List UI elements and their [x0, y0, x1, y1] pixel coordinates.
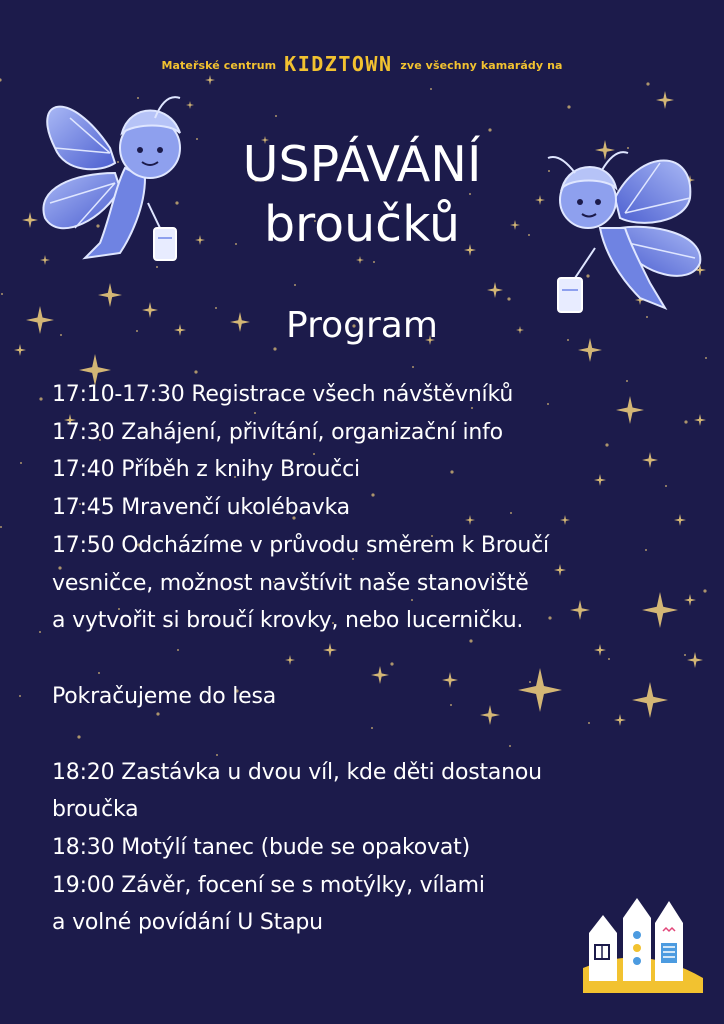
star-dot — [645, 549, 647, 551]
star-dot — [588, 722, 590, 724]
star-dot — [412, 366, 414, 368]
program-line: 17:10-17:30 Registrace všech návštěvníků — [52, 382, 514, 407]
star-dot — [548, 616, 551, 619]
star-dot — [509, 745, 511, 747]
star-dot — [703, 589, 706, 592]
star-icon — [323, 643, 337, 657]
program-line: 17:40 Příběh z knihy Broučci — [52, 457, 360, 482]
star-dot — [0, 526, 2, 528]
star-dot — [77, 735, 80, 738]
program-line: broučka — [52, 797, 139, 822]
brand-name: KIDZTOWN — [284, 52, 393, 76]
star-dot — [626, 380, 628, 382]
star-dot — [507, 297, 510, 300]
star-dot — [98, 672, 100, 674]
program-line: 17:30 Zahájení, přivítání, organizační info — [52, 420, 503, 445]
star-dot — [275, 115, 277, 117]
program-line: a vytvořit si broučí krovky, nebo lucerničku. — [52, 608, 524, 633]
star-icon — [656, 91, 674, 109]
star-dot — [608, 658, 610, 660]
header-prefix: Mateřské centrum — [161, 59, 277, 72]
star-icon — [684, 594, 696, 606]
poster-header — [0, 52, 724, 76]
star-dot — [488, 128, 491, 131]
star-dot — [19, 695, 21, 697]
star-dot — [411, 599, 413, 601]
star-dot — [450, 704, 452, 706]
star-dot — [547, 403, 549, 405]
star-dot — [605, 443, 608, 446]
star-icon — [616, 396, 644, 424]
program-line: 18:20 Zastávka u dvou víl, kde děti dostanou — [52, 760, 542, 785]
star-dot — [1, 293, 3, 295]
star-icon — [614, 714, 626, 726]
star-icon — [285, 655, 295, 665]
star-dot — [450, 470, 453, 473]
star-dot — [646, 82, 649, 85]
star-dot — [216, 754, 218, 756]
star-dot — [665, 485, 667, 487]
program-line: Pokračujeme do lesa — [52, 684, 277, 709]
star-dot — [430, 88, 432, 90]
program-line: 17:50 Odcházíme v průvodu směrem k Broučí — [52, 533, 549, 558]
star-icon — [356, 256, 364, 264]
star-icon — [560, 515, 570, 525]
star-dot — [373, 261, 375, 263]
star-icon — [442, 672, 458, 688]
program-line: 17:45 Mravenčí ukolébavka — [52, 495, 350, 520]
title-line-1: USPÁVÁNÍ — [242, 136, 482, 193]
star-icon — [465, 515, 475, 525]
star-icon — [480, 705, 500, 725]
star-icon — [594, 474, 606, 486]
star-icon — [554, 564, 566, 576]
star-dot — [156, 712, 159, 715]
castle-icon — [583, 893, 703, 993]
star-dot — [567, 105, 570, 108]
star-dot — [510, 512, 512, 514]
star-dot — [705, 357, 707, 359]
star-icon — [687, 652, 703, 668]
star-dot — [39, 631, 41, 633]
star-icon — [632, 682, 668, 718]
star-icon — [594, 644, 606, 656]
program-line: vesničce, možnost navštívit naše stanoviště — [52, 571, 529, 596]
star-icon — [642, 592, 678, 628]
title-line-2: broučků — [263, 196, 461, 253]
star-dot — [20, 462, 22, 464]
star-dot — [529, 681, 531, 683]
star-icon — [642, 452, 658, 468]
star-dot — [0, 78, 2, 81]
star-dot — [371, 493, 374, 496]
star-icon — [371, 666, 389, 684]
star-dot — [684, 654, 686, 656]
star-dot — [294, 284, 296, 286]
program-line: 19:00 Závěr, focení se s motýlky, vílami — [52, 873, 485, 898]
star-icon — [570, 600, 590, 620]
star-dot — [194, 370, 197, 373]
star-dot — [371, 727, 373, 729]
star-dot — [177, 649, 179, 651]
star-icon — [518, 668, 562, 712]
program-line: 18:30 Motýlí tanec (bude se opakovat) — [52, 835, 470, 860]
program-heading: Program — [286, 305, 438, 346]
header-suffix: zve všechny kamarády na — [400, 59, 563, 72]
program-line: a volné povídání U Stapu — [52, 910, 323, 935]
star-dot — [469, 639, 472, 642]
star-dot — [313, 453, 315, 455]
star-dot — [39, 397, 42, 400]
star-icon — [487, 282, 503, 298]
star-icon — [674, 514, 686, 526]
star-icon — [694, 414, 706, 426]
star-dot — [390, 662, 393, 665]
star-dot — [684, 420, 687, 423]
star-dot — [254, 412, 256, 414]
